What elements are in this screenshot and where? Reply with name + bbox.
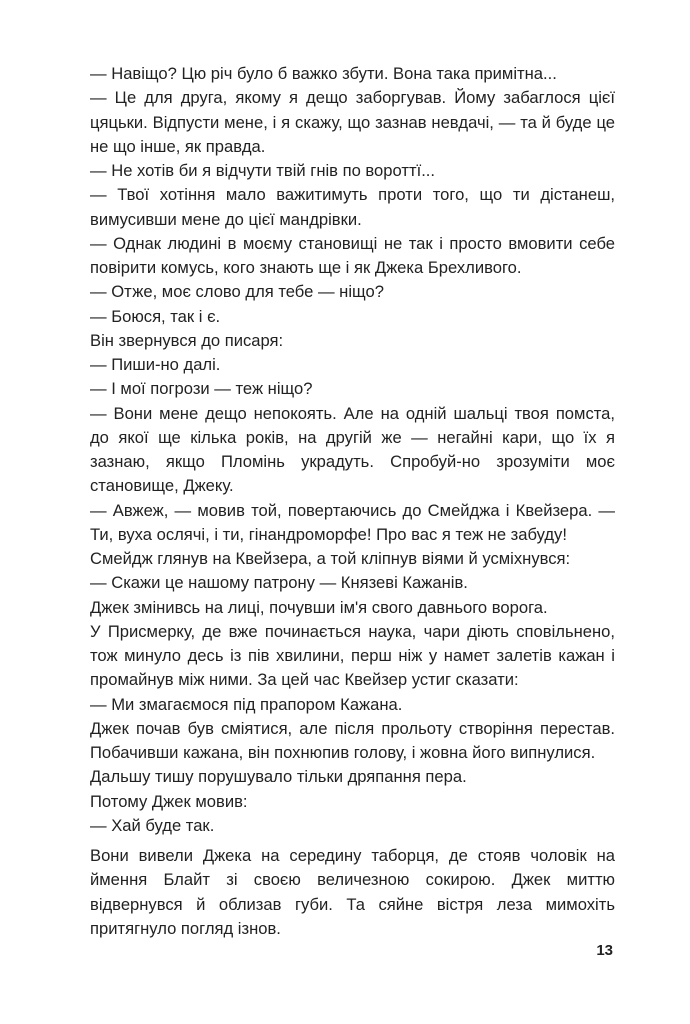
- paragraph-12: — Авжеж, — мовив той, повертаючись до Смейджа і Квейзера. — Ти, вуха ослячі, і ти, гінандроморфе! Про вас я теж не забуду!: [90, 500, 615, 544]
- section-text: [90, 844, 615, 941]
- paragraph-1: — Навіщо? Цю річ було б важко збути. Вона така примітна...: [90, 64, 557, 83]
- paragraph-9: — Пиши-но далі.: [90, 355, 221, 374]
- paragraph-15: Джек змінивсь на лиці, почувши ім'я свого давнього ворога.: [90, 597, 548, 617]
- paragraph-4: — Твої хотіння мало важитимуть проти того, що ти дістанеш, вимусивши мене до цієї мандрівки.: [90, 185, 615, 229]
- paragraph-6: — Отже, моє слово для тебе — ніщо?: [90, 282, 384, 302]
- paragraph-13: Смейдж глянув на Квейзера, а той кліпнув віями й усміхнувся:: [90, 549, 571, 568]
- paragraph-14: — Скажи це нашому патрону — Князеві Кажанів.: [90, 573, 468, 593]
- page-number: 13: [596, 942, 613, 959]
- paragraph-19: Дальшу тишу порушувало тільки дряпання пера.: [90, 767, 467, 787]
- paragraph-10: — І мої погрози — теж ніщо?: [90, 379, 313, 399]
- paragraph-16: У Присмерку, де вже починається наука, чари діють сповільнено, тож минуло десь із пів хвилини, перш ніж у намет залетів кажан і промайнув між ними. За цей час Квейзер устиг сказати:: [90, 621, 615, 690]
- paragraph-8: Він звернувся до писаря:: [90, 330, 284, 350]
- paragraph-7: — Боюся, так і є.: [90, 306, 221, 326]
- main-text: [90, 62, 615, 838]
- paragraph-3: — Не хотів би я відчути твій гнів по вороттї...: [90, 161, 436, 180]
- paragraph-11: — Вони мене дещо непокоять. Але на одній шальці твоя помста, до якої ще кілька років, на другій же — негайні кари, що їх я зазнаю, якщо Пломінь украдуть. Спробуй-но зрозуміти моє становище, Джеку.: [90, 403, 615, 496]
- paragraph-17: — Ми змагаємося під прапором Кажана.: [90, 694, 403, 714]
- paragraph-21: — Хай буде так.: [90, 815, 215, 835]
- paragraph-20: Потому Джек мовив:: [90, 791, 248, 811]
- paragraph-22: Вони вивели Джека на середину таборця, де стояв чоловік на ймення Блайт зі своєю величезною сокирою. Джек миттю відвернувся й облизав губи. Та сяйне вістря леза мимохіть притягнуло погляд ізнов.: [90, 846, 615, 938]
- paragraph-18: Джек почав був сміятися, але після прольоту створіння перестав. Побачивши кажана, він похнюпив голову, і жовна його випнулися.: [90, 718, 615, 762]
- paragraph-5: — Однак людині в моєму становищі не так і просто вмовити себе повірити комусь, кого знають ще і як Джека Брехливого.: [90, 233, 615, 277]
- paragraph-2: — Це для друга, якому я дещо заборгував. Йому забаглося цієї цяцьки. Відпусти мене, і я скажу, що зазнав невдачі, — та й буде це не що інше, як правда.: [90, 88, 615, 156]
